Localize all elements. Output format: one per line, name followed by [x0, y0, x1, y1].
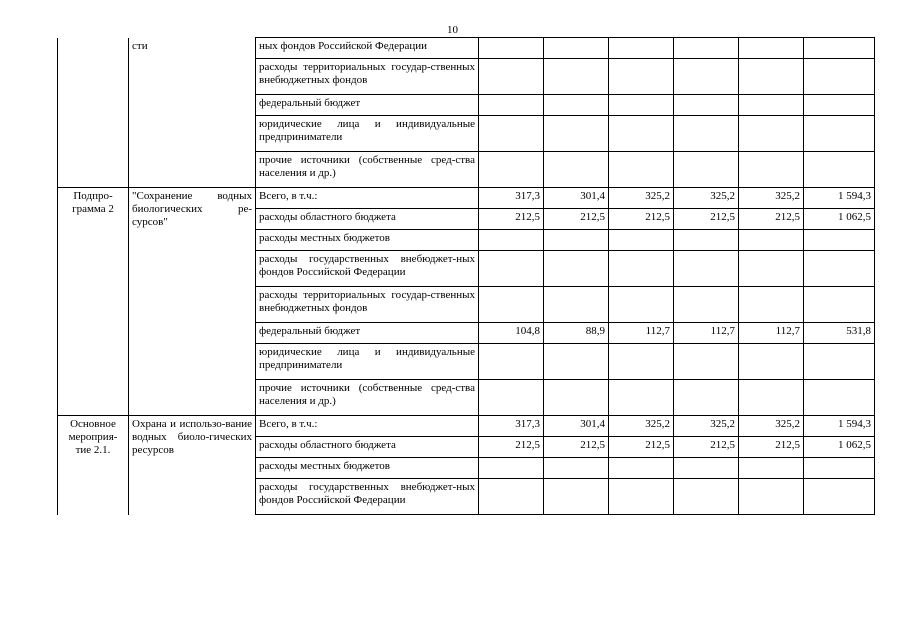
year-value-cell: 88,9 [544, 323, 609, 344]
year-value-cell [479, 479, 544, 515]
year-value-cell [609, 38, 674, 59]
year-value-cell: 112,7 [674, 323, 739, 344]
year-value-cell [544, 152, 609, 188]
year-value-cell [674, 230, 739, 251]
funding-source-cell: федеральный бюджет [256, 323, 479, 344]
year-value-cell [674, 152, 739, 188]
total-value-cell [804, 458, 875, 479]
year-value-cell: 325,2 [739, 416, 804, 437]
total-value-cell [804, 38, 875, 59]
year-value-cell: 325,2 [674, 416, 739, 437]
funding-source-cell: юридические лица и индивидуальные предприниматели [256, 116, 479, 152]
year-value-cell [544, 380, 609, 416]
year-value-cell [479, 152, 544, 188]
year-value-cell [739, 344, 804, 380]
year-value-cell: 212,5 [609, 437, 674, 458]
total-value-cell [804, 95, 875, 116]
year-value-cell [674, 251, 739, 287]
year-value-cell: 325,2 [609, 416, 674, 437]
total-value-cell: 1 062,5 [804, 209, 875, 230]
year-value-cell: 301,4 [544, 188, 609, 209]
year-value-cell: 212,5 [544, 209, 609, 230]
year-value-cell: 112,7 [609, 323, 674, 344]
year-value-cell [674, 116, 739, 152]
year-value-cell [544, 458, 609, 479]
total-value-cell: 1 062,5 [804, 437, 875, 458]
funding-source-cell: Всего, в т.ч.: [256, 188, 479, 209]
program-code-cell [58, 38, 129, 188]
year-value-cell [479, 95, 544, 116]
year-value-cell [479, 344, 544, 380]
year-value-cell [544, 287, 609, 323]
year-value-cell [609, 380, 674, 416]
year-value-cell [739, 458, 804, 479]
year-value-cell [544, 230, 609, 251]
year-value-cell [609, 287, 674, 323]
year-value-cell [479, 116, 544, 152]
year-value-cell: 212,5 [544, 437, 609, 458]
year-value-cell [609, 344, 674, 380]
year-value-cell: 104,8 [479, 323, 544, 344]
total-value-cell: 1 594,3 [804, 188, 875, 209]
page-number: 10 [447, 24, 458, 36]
year-value-cell [674, 380, 739, 416]
program-code-cell: Основное мероприя-тие 2.1. [58, 416, 129, 515]
funding-source-cell: расходы государственных внебюджет-ных фондов Российской Федерации [256, 479, 479, 515]
funding-source-cell: расходы местных бюджетов [256, 458, 479, 479]
year-value-cell [544, 116, 609, 152]
year-value-cell [479, 287, 544, 323]
program-code-cell: Подпро-грамма 2 [58, 188, 129, 416]
year-value-cell [739, 59, 804, 95]
total-value-cell [804, 380, 875, 416]
year-value-cell: 212,5 [609, 209, 674, 230]
year-value-cell [544, 38, 609, 59]
year-value-cell [609, 116, 674, 152]
year-value-cell [609, 251, 674, 287]
year-value-cell: 212,5 [674, 437, 739, 458]
year-value-cell [674, 95, 739, 116]
table-row [58, 188, 875, 209]
year-value-cell [479, 59, 544, 95]
total-value-cell [804, 230, 875, 251]
total-value-cell [804, 344, 875, 380]
year-value-cell [739, 251, 804, 287]
year-value-cell [479, 251, 544, 287]
year-value-cell [544, 251, 609, 287]
program-name-cell: "Сохранение водных биологических ре-сурсов" [129, 188, 256, 416]
year-value-cell [674, 287, 739, 323]
table-row [58, 416, 875, 437]
year-value-cell [739, 287, 804, 323]
year-value-cell [674, 344, 739, 380]
program-name-cell: Охрана и использо-вание водных биоло-гических ресурсов [129, 416, 256, 515]
funding-source-cell: расходы областного бюджета [256, 209, 479, 230]
total-value-cell [804, 251, 875, 287]
year-value-cell: 112,7 [739, 323, 804, 344]
year-value-cell: 212,5 [739, 209, 804, 230]
funding-source-cell: расходы территориальных государ-ственных внебюджетных фондов [256, 287, 479, 323]
year-value-cell [544, 479, 609, 515]
funding-source-cell: расходы местных бюджетов [256, 230, 479, 251]
funding-source-cell: расходы областного бюджета [256, 437, 479, 458]
total-value-cell [804, 59, 875, 95]
year-value-cell [609, 59, 674, 95]
year-value-cell [479, 458, 544, 479]
year-value-cell: 212,5 [479, 209, 544, 230]
year-value-cell [674, 458, 739, 479]
year-value-cell: 301,4 [544, 416, 609, 437]
year-value-cell [609, 458, 674, 479]
year-value-cell [739, 152, 804, 188]
year-value-cell: 212,5 [674, 209, 739, 230]
total-value-cell [804, 479, 875, 515]
year-value-cell [609, 95, 674, 116]
funding-source-cell: расходы территориальных государ-ственных внебюджетных фондов [256, 59, 479, 95]
year-value-cell [739, 230, 804, 251]
year-value-cell: 317,3 [479, 188, 544, 209]
total-value-cell [804, 152, 875, 188]
year-value-cell [739, 116, 804, 152]
year-value-cell: 212,5 [479, 437, 544, 458]
year-value-cell [609, 152, 674, 188]
year-value-cell: 325,2 [739, 188, 804, 209]
year-value-cell [739, 380, 804, 416]
funding-source-cell: прочие источники (собственные сред-ства населения и др.) [256, 152, 479, 188]
year-value-cell [739, 479, 804, 515]
year-value-cell: 325,2 [674, 188, 739, 209]
year-value-cell [739, 38, 804, 59]
total-value-cell [804, 287, 875, 323]
year-value-cell: 212,5 [739, 437, 804, 458]
budget-table-body [58, 38, 875, 515]
total-value-cell [804, 116, 875, 152]
total-value-cell: 531,8 [804, 323, 875, 344]
year-value-cell [674, 38, 739, 59]
year-value-cell [609, 230, 674, 251]
total-value-cell: 1 594,3 [804, 416, 875, 437]
year-value-cell: 325,2 [609, 188, 674, 209]
year-value-cell [674, 479, 739, 515]
year-value-cell: 317,3 [479, 416, 544, 437]
funding-source-cell: ных фондов Российской Федерации [256, 38, 479, 59]
year-value-cell [609, 479, 674, 515]
year-value-cell [739, 95, 804, 116]
year-value-cell [544, 344, 609, 380]
funding-source-cell: Всего, в т.ч.: [256, 416, 479, 437]
funding-source-cell: федеральный бюджет [256, 95, 479, 116]
funding-source-cell: прочие источники (собственные сред-ства населения и др.) [256, 380, 479, 416]
funding-source-cell: юридические лица и индивидуальные предприниматели [256, 344, 479, 380]
year-value-cell [479, 380, 544, 416]
budget-table [57, 37, 875, 515]
year-value-cell [479, 230, 544, 251]
year-value-cell [674, 59, 739, 95]
year-value-cell [479, 38, 544, 59]
program-name-cell: сти [129, 38, 256, 188]
table-row [58, 38, 875, 59]
year-value-cell [544, 59, 609, 95]
funding-source-cell: расходы государственных внебюджет-ных фондов Российской Федерации [256, 251, 479, 287]
year-value-cell [544, 95, 609, 116]
